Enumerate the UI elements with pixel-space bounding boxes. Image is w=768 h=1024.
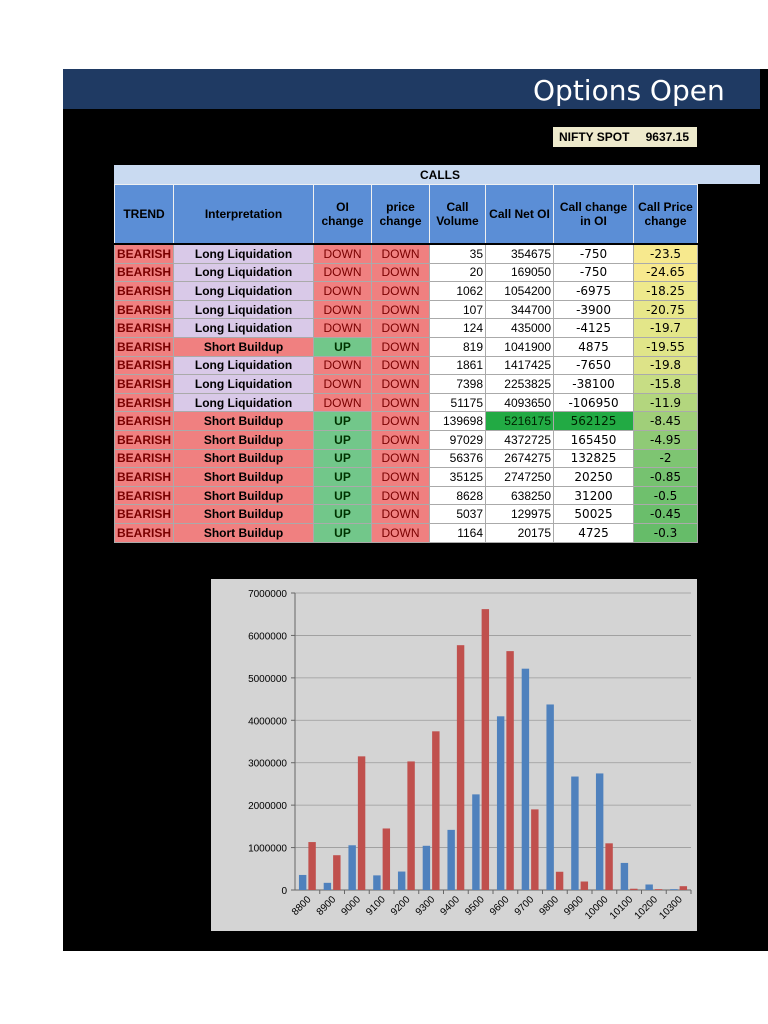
call-net-oi-cell[interactable]: 2253825 <box>486 375 554 394</box>
call-change-oi-cell[interactable]: -3900 <box>554 300 634 319</box>
y-tick-label: 6000000 <box>248 631 287 643</box>
price-change-cell[interactable]: DOWN <box>372 244 430 263</box>
call-price-change-cell[interactable]: -2 <box>634 449 698 468</box>
trend-cell[interactable]: BEARISH <box>115 486 174 505</box>
call-net-oi-cell[interactable]: 4093650 <box>486 393 554 412</box>
call-change-oi-cell[interactable]: -106950 <box>554 393 634 412</box>
y-tick-label: 0 <box>281 886 287 897</box>
call-net-oi-cell[interactable]: 5216175 <box>486 412 554 431</box>
table-row <box>115 375 698 394</box>
trend-cell[interactable]: BEARISH <box>115 393 174 412</box>
call-price-change-cell[interactable]: -24.65 <box>634 263 698 282</box>
bar-put-net-oi <box>556 872 563 890</box>
x-tick-label: 10000 <box>583 894 611 922</box>
trend-cell[interactable]: BEARISH <box>115 430 174 449</box>
call-volume-cell[interactable]: 107 <box>430 300 486 319</box>
price-change-cell[interactable]: DOWN <box>372 337 430 356</box>
options-table <box>114 184 698 543</box>
call-net-oi-cell[interactable]: 344700 <box>486 300 554 319</box>
x-tick-label: 9900 <box>562 894 586 918</box>
call-volume-cell[interactable]: 35125 <box>430 468 486 487</box>
bar-put-net-oi <box>358 756 365 890</box>
bar-call-net-oi <box>299 875 306 890</box>
call-volume-cell[interactable]: 35 <box>430 244 486 263</box>
oi-bar-chart <box>211 579 697 931</box>
interpretation-cell[interactable]: Long Liquidation <box>174 319 314 338</box>
call-volume-cell[interactable]: 139698 <box>430 412 486 431</box>
interpretation-cell[interactable]: Short Buildup <box>174 523 314 542</box>
call-change-oi-cell[interactable]: 31200 <box>554 486 634 505</box>
bar-put-net-oi <box>581 882 588 890</box>
calls-section-header <box>114 165 760 184</box>
table-row <box>115 430 698 449</box>
trend-cell[interactable]: BEARISH <box>115 282 174 301</box>
price-change-cell[interactable]: DOWN <box>372 263 430 282</box>
trend-cell[interactable]: BEARISH <box>115 468 174 487</box>
y-tick-label: 2000000 <box>248 801 287 813</box>
x-tick-label: 8900 <box>314 894 339 918</box>
interpretation-cell[interactable]: Long Liquidation <box>174 282 314 301</box>
x-tick-label: 9100 <box>364 894 388 918</box>
header-call-change-oi[interactable]: Call change in OI <box>554 185 634 245</box>
price-change-cell[interactable]: DOWN <box>372 282 430 301</box>
header-oi-change[interactable]: OI change <box>314 185 372 245</box>
y-tick-label: 7000000 <box>248 589 287 600</box>
bar-call-net-oi <box>546 704 553 890</box>
y-tick-label: 3000000 <box>248 758 287 770</box>
call-change-oi-cell[interactable]: -38100 <box>554 375 634 394</box>
bar-call-net-oi <box>645 884 652 890</box>
bar-put-net-oi <box>630 889 637 890</box>
bar-call-net-oi <box>596 773 603 890</box>
call-net-oi-cell[interactable]: 2747250 <box>486 468 554 487</box>
interpretation-cell[interactable]: Long Liquidation <box>174 393 314 412</box>
x-tick-label: 9700 <box>512 894 537 918</box>
trend-cell[interactable]: BEARISH <box>115 300 174 319</box>
y-tick-label: 4000000 <box>248 716 287 728</box>
interpretation-cell[interactable]: Long Liquidation <box>174 244 314 263</box>
trend-cell[interactable]: BEARISH <box>115 244 174 263</box>
bar-put-net-oi <box>655 889 662 890</box>
call-net-oi-cell[interactable]: 169050 <box>486 263 554 282</box>
interpretation-cell[interactable]: Short Buildup <box>174 468 314 487</box>
price-change-cell[interactable]: DOWN <box>372 356 430 375</box>
page-title: Options Open <box>533 74 725 107</box>
bar-call-net-oi <box>621 863 628 890</box>
call-price-change-cell[interactable]: -19.55 <box>634 337 698 356</box>
bar-put-net-oi <box>333 855 340 890</box>
bar-put-net-oi <box>308 842 315 890</box>
bar-put-net-oi <box>457 645 464 890</box>
interpretation-cell[interactable]: Long Liquidation <box>174 300 314 319</box>
nifty-spot-box <box>553 127 697 147</box>
call-net-oi-cell[interactable]: 1041900 <box>486 337 554 356</box>
call-volume-cell[interactable]: 97029 <box>430 430 486 449</box>
call-price-change-cell[interactable]: -8.45 <box>634 412 698 431</box>
call-net-oi-cell[interactable]: 20175 <box>486 523 554 542</box>
table-row <box>115 263 698 282</box>
call-price-change-cell[interactable]: -18.25 <box>634 282 698 301</box>
call-change-oi-cell[interactable]: 4875 <box>554 337 634 356</box>
call-price-change-cell[interactable]: -0.5 <box>634 486 698 505</box>
bar-call-net-oi <box>423 846 430 890</box>
call-change-oi-cell[interactable]: -750 <box>554 263 634 282</box>
call-volume-cell[interactable]: 819 <box>430 337 486 356</box>
price-change-cell[interactable]: DOWN <box>372 430 430 449</box>
call-volume-cell[interactable]: 56376 <box>430 449 486 468</box>
interpretation-cell[interactable]: Short Buildup <box>174 430 314 449</box>
table-row <box>115 468 698 487</box>
call-price-change-cell[interactable]: -0.85 <box>634 468 698 487</box>
price-change-cell[interactable]: DOWN <box>372 300 430 319</box>
nifty-spot-value: 9637.15 <box>645 130 689 144</box>
x-tick-label: 9000 <box>339 894 363 918</box>
call-net-oi-cell[interactable]: 4372725 <box>486 430 554 449</box>
call-change-oi-cell[interactable]: 20250 <box>554 468 634 487</box>
oi-change-cell[interactable]: UP <box>314 412 372 431</box>
bar-put-net-oi <box>531 809 538 890</box>
call-price-change-cell[interactable]: -23.5 <box>634 244 698 263</box>
x-tick-label: 9400 <box>438 894 462 918</box>
table-row <box>115 412 698 431</box>
table-row <box>115 505 698 524</box>
bar-call-net-oi <box>447 830 454 890</box>
price-change-cell[interactable]: DOWN <box>372 523 430 542</box>
oi-change-cell[interactable]: UP <box>314 523 372 542</box>
trend-cell[interactable]: BEARISH <box>115 523 174 542</box>
oi-change-cell[interactable]: UP <box>314 430 372 449</box>
interpretation-cell[interactable]: Short Buildup <box>174 449 314 468</box>
table-row <box>115 393 698 412</box>
call-change-oi-cell[interactable]: 50025 <box>554 505 634 524</box>
table-row <box>115 337 698 356</box>
trend-cell[interactable]: BEARISH <box>115 319 174 338</box>
price-change-cell[interactable]: DOWN <box>372 412 430 431</box>
table-row <box>115 449 698 468</box>
y-tick-label: 5000000 <box>248 673 287 685</box>
header-call-volume[interactable]: Call Volume <box>430 185 486 245</box>
price-change-cell[interactable]: DOWN <box>372 393 430 412</box>
bar-call-net-oi <box>497 716 504 890</box>
oi-change-cell[interactable]: DOWN <box>314 282 372 301</box>
x-tick-label: 9600 <box>487 894 512 918</box>
bar-put-net-oi <box>432 731 439 890</box>
nifty-spot-label: NIFTY SPOT <box>559 130 630 144</box>
price-change-cell[interactable]: DOWN <box>372 319 430 338</box>
x-tick-label: 9800 <box>537 894 561 918</box>
bar-call-net-oi <box>373 875 380 890</box>
call-price-change-cell[interactable]: -0.3 <box>634 523 698 542</box>
call-net-oi-cell[interactable]: 638250 <box>486 486 554 505</box>
call-volume-cell[interactable]: 20 <box>430 263 486 282</box>
bar-call-net-oi <box>522 669 529 890</box>
call-change-oi-cell[interactable]: 4725 <box>554 523 634 542</box>
interpretation-cell[interactable]: Long Liquidation <box>174 375 314 394</box>
x-tick-label: 9500 <box>463 894 487 918</box>
bar-call-net-oi <box>472 794 479 890</box>
header-price-change[interactable]: price change <box>372 185 430 245</box>
call-change-oi-cell[interactable]: 562125 <box>554 412 634 431</box>
call-volume-cell[interactable]: 8628 <box>430 486 486 505</box>
x-tick-label: 10300 <box>657 894 685 922</box>
call-volume-cell[interactable]: 5037 <box>430 505 486 524</box>
trend-cell[interactable]: BEARISH <box>115 449 174 468</box>
call-price-change-cell[interactable]: -19.7 <box>634 319 698 338</box>
interpretation-cell[interactable]: Short Buildup <box>174 337 314 356</box>
bar-put-net-oi <box>482 609 489 890</box>
bar-put-net-oi <box>680 886 687 890</box>
call-volume-cell[interactable]: 1062 <box>430 282 486 301</box>
call-change-oi-cell[interactable]: -6975 <box>554 282 634 301</box>
call-net-oi-cell[interactable]: 1417425 <box>486 356 554 375</box>
oi-change-cell[interactable]: DOWN <box>314 263 372 282</box>
call-net-oi-cell[interactable]: 2674275 <box>486 449 554 468</box>
trend-cell[interactable]: BEARISH <box>115 263 174 282</box>
table-row <box>115 523 698 542</box>
bar-call-net-oi <box>348 845 355 890</box>
interpretation-cell[interactable]: Short Buildup <box>174 505 314 524</box>
call-change-oi-cell[interactable]: -750 <box>554 244 634 263</box>
title-banner <box>63 69 760 109</box>
call-volume-cell[interactable]: 1861 <box>430 356 486 375</box>
oi-change-cell[interactable]: DOWN <box>314 319 372 338</box>
call-change-oi-cell[interactable]: -4125 <box>554 319 634 338</box>
bar-put-net-oi <box>407 761 414 890</box>
oi-change-cell[interactable]: DOWN <box>314 393 372 412</box>
x-tick-label: 10200 <box>632 894 660 922</box>
trend-cell[interactable]: BEARISH <box>115 356 174 375</box>
call-price-change-cell[interactable]: -20.75 <box>634 300 698 319</box>
interpretation-cell[interactable]: Short Buildup <box>174 412 314 431</box>
x-tick-label: 9200 <box>388 894 413 918</box>
call-price-change-cell[interactable]: -15.8 <box>634 375 698 394</box>
price-change-cell[interactable]: DOWN <box>372 486 430 505</box>
call-price-change-cell[interactable]: -4.95 <box>634 430 698 449</box>
bar-put-net-oi <box>605 843 612 890</box>
header-interpretation[interactable]: Interpretation <box>174 185 314 245</box>
oi-change-cell[interactable]: UP <box>314 505 372 524</box>
y-tick-label: 1000000 <box>248 843 287 855</box>
table-row <box>115 282 698 301</box>
oi-change-cell[interactable]: UP <box>314 337 372 356</box>
call-price-change-cell[interactable]: -11.9 <box>634 393 698 412</box>
price-change-cell[interactable]: DOWN <box>372 375 430 394</box>
bar-call-net-oi <box>571 777 578 890</box>
price-change-cell[interactable]: DOWN <box>372 505 430 524</box>
interpretation-cell[interactable]: Short Buildup <box>174 486 314 505</box>
x-tick-label: 8800 <box>289 894 314 918</box>
call-volume-cell[interactable]: 7398 <box>430 375 486 394</box>
table-row <box>115 319 698 338</box>
call-change-oi-cell[interactable]: 132825 <box>554 449 634 468</box>
header-trend[interactable]: TREND <box>115 185 174 245</box>
call-change-oi-cell[interactable]: 165450 <box>554 430 634 449</box>
call-net-oi-cell[interactable]: 1054200 <box>486 282 554 301</box>
oi-change-cell[interactable]: DOWN <box>314 375 372 394</box>
x-tick-label: 9300 <box>413 894 438 918</box>
trend-cell[interactable]: BEARISH <box>115 375 174 394</box>
interpretation-cell[interactable]: Long Liquidation <box>174 263 314 282</box>
table-row <box>115 300 698 319</box>
oi-change-cell[interactable]: DOWN <box>314 244 372 263</box>
call-volume-cell[interactable]: 1164 <box>430 523 486 542</box>
table-row <box>115 244 698 263</box>
header-call-net-oi[interactable]: Call Net OI <box>486 185 554 245</box>
oi-change-cell[interactable]: DOWN <box>314 356 372 375</box>
call-change-oi-cell[interactable]: -7650 <box>554 356 634 375</box>
oi-change-cell[interactable]: UP <box>314 468 372 487</box>
call-net-oi-cell[interactable]: 129975 <box>486 505 554 524</box>
call-net-oi-cell[interactable]: 354675 <box>486 244 554 263</box>
x-tick-label: 10100 <box>607 894 636 922</box>
bar-call-net-oi <box>324 883 331 890</box>
price-change-cell[interactable]: DOWN <box>372 449 430 468</box>
calls-label: CALLS <box>420 168 460 182</box>
trend-cell[interactable]: BEARISH <box>115 337 174 356</box>
bar-put-net-oi <box>383 828 390 890</box>
trend-cell[interactable]: BEARISH <box>115 412 174 431</box>
oi-change-cell[interactable]: DOWN <box>314 300 372 319</box>
call-price-change-cell[interactable]: -19.8 <box>634 356 698 375</box>
trend-cell[interactable]: BEARISH <box>115 505 174 524</box>
call-price-change-cell[interactable]: -0.45 <box>634 505 698 524</box>
price-change-cell[interactable]: DOWN <box>372 468 430 487</box>
call-net-oi-cell[interactable]: 435000 <box>486 319 554 338</box>
call-volume-cell[interactable]: 51175 <box>430 393 486 412</box>
header-call-price-change[interactable]: Call Price change <box>634 185 698 245</box>
table-row <box>115 356 698 375</box>
bar-put-net-oi <box>506 651 513 890</box>
oi-change-cell[interactable]: UP <box>314 486 372 505</box>
interpretation-cell[interactable]: Long Liquidation <box>174 356 314 375</box>
bar-call-net-oi <box>398 872 405 890</box>
table-row <box>115 486 698 505</box>
bar-call-net-oi <box>670 889 677 890</box>
oi-change-cell[interactable]: UP <box>314 449 372 468</box>
call-volume-cell[interactable]: 124 <box>430 319 486 338</box>
